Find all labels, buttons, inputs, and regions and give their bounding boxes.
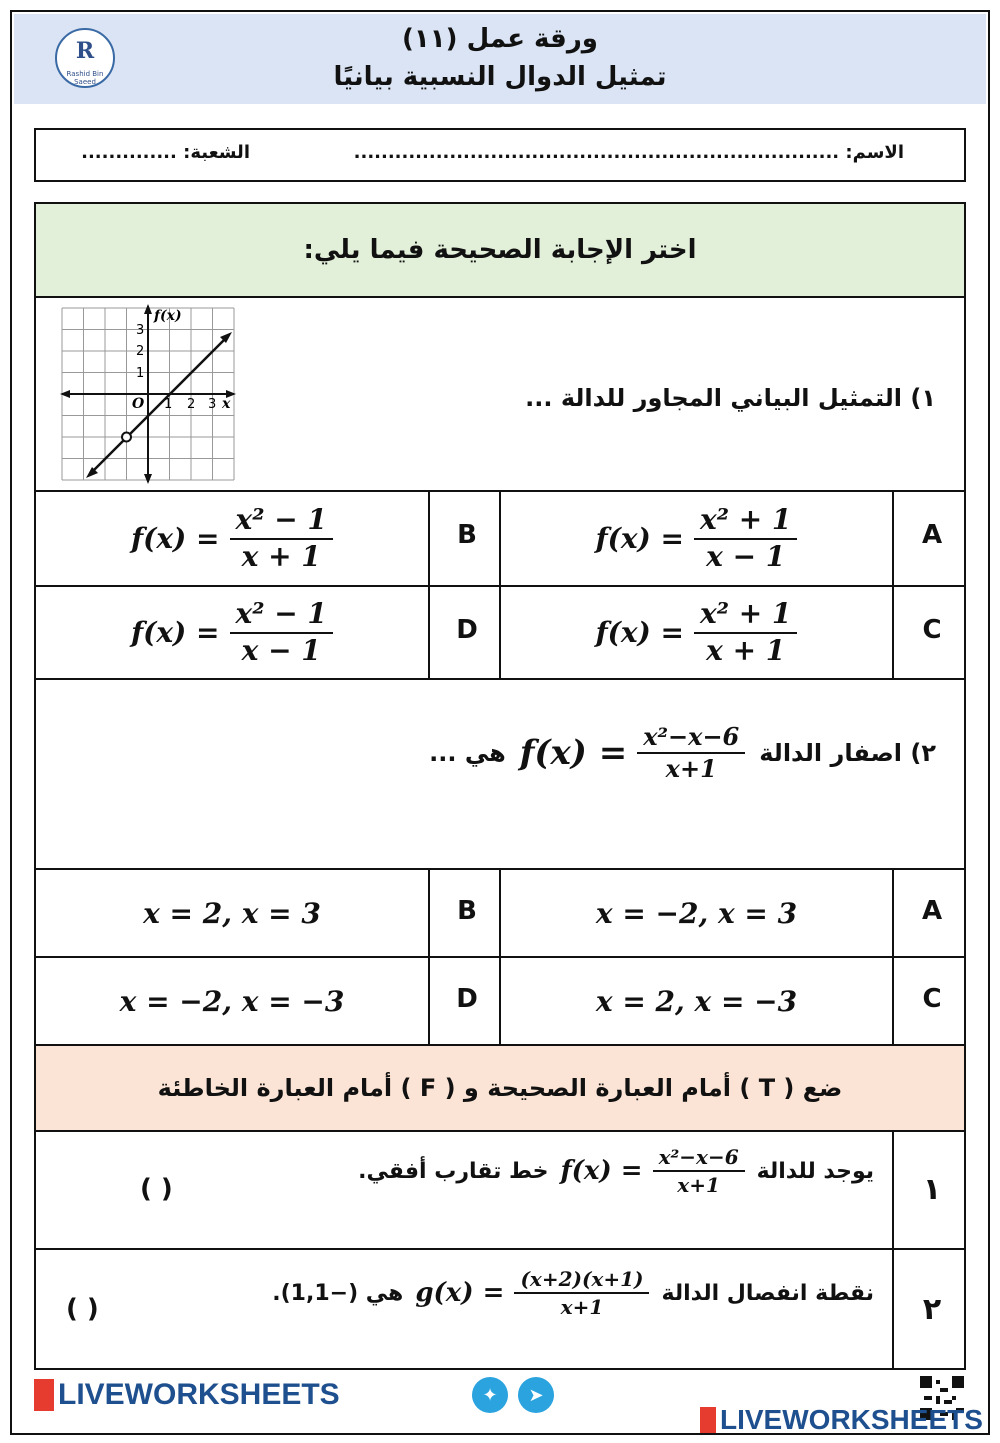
section1-title: اختر الإجابة الصحيحة فيما يلي:	[36, 204, 964, 296]
graph-y-label: f(x)	[154, 308, 182, 324]
tf-1-statement: يوجد للدالة f(x) = $\frac{\text{x²−x−6}}{x+1}$ خط تقارب أفقي.	[358, 1145, 874, 1197]
name-field[interactable]: الاسم: .......................................................................	[353, 142, 904, 163]
q2-option-c-letter[interactable]: C	[922, 984, 942, 1014]
tf-2-answer-blank[interactable]: ( )	[66, 1294, 99, 1324]
q2-option-d[interactable]: x = −2, x = −3	[119, 984, 345, 1018]
q1-option-d[interactable]: f(x) = $\frac{\text{x² − 1}}{x - 1}$	[36, 587, 428, 678]
divider	[36, 1248, 964, 1250]
divider	[36, 678, 964, 680]
worksheet-title: تمثيل الدوال النسبية بيانيًا	[333, 62, 667, 92]
q2-option-c[interactable]: x = 2, x = −3	[595, 984, 798, 1018]
twitter-icon[interactable]: ✦	[472, 1377, 508, 1413]
telegram-icon[interactable]: ➤	[518, 1377, 554, 1413]
graph-y-tick-3: 3	[136, 323, 145, 338]
questions-table	[34, 202, 966, 1370]
q1-option-b[interactable]: f(x) = $\frac{\text{x² − 1}}{x + 1}$	[36, 492, 428, 585]
graph-y-tick-1: 1	[136, 366, 145, 381]
school-logo	[55, 28, 115, 88]
q1-option-b-letter[interactable]: B	[457, 520, 477, 550]
q2-option-d-letter[interactable]: D	[456, 984, 478, 1014]
q1-option-d-letter[interactable]: D	[456, 615, 478, 645]
worksheet-number: ورقة عمل (١١)	[402, 24, 598, 54]
q2-option-a-letter[interactable]: A	[921, 896, 943, 926]
q2-text-before: ٢) اصفار الدالة	[759, 739, 936, 768]
graph-x-tick-1: 1	[164, 397, 173, 412]
divider	[36, 1130, 964, 1132]
logo-caption: Rashid Bin Saeed	[66, 70, 104, 86]
q1-option-a-letter[interactable]: A	[921, 520, 943, 550]
section2-title: ضع ( T ) أمام العبارة الصحيحة و ( F ) أمام العبارة الخاطئة	[36, 1046, 964, 1130]
q2-option-a[interactable]: x = −2, x = 3	[595, 896, 798, 930]
logo-letter: R	[75, 38, 95, 64]
tf-1-answer-blank[interactable]: ( )	[140, 1174, 173, 1204]
header-banner	[14, 14, 986, 104]
q1-option-c-letter[interactable]: C	[922, 615, 942, 645]
graph-y-tick-2: 2	[136, 344, 145, 359]
liveworksheets-logo-right[interactable]: LIVEWORKSHEETS	[700, 1404, 983, 1436]
tf-1-number: ١	[922, 1172, 942, 1207]
tf-2-statement: نقطة انفصال الدالة g(x) = $\frac{(x+2)(x+1)}{x+1}$ هي (−1,1).	[272, 1267, 874, 1319]
graph-x-label: x	[222, 396, 231, 412]
q2-option-b-letter[interactable]: B	[457, 896, 477, 926]
graph-axes	[62, 306, 234, 482]
graph-x-tick-2: 2	[187, 397, 196, 412]
liveworksheets-icon	[34, 1379, 54, 1411]
q2-text-after: هي ...	[429, 739, 506, 768]
q1-option-a[interactable]: f(x) = $\frac{\text{x² + 1}}{x - 1}$	[501, 492, 892, 585]
student-info-box	[34, 128, 966, 182]
q2-function: f(x) = $\frac{\text{x²−x−6}}{x+1}$	[520, 724, 745, 783]
liveworksheets-icon	[700, 1407, 716, 1433]
tf-2-number: ٢	[922, 1292, 942, 1327]
section-field[interactable]: الشعبة: ..............	[81, 142, 250, 163]
graph-x-tick-3: 3	[208, 397, 217, 412]
q1-graph	[60, 304, 238, 484]
divider	[36, 296, 964, 298]
q1-option-c[interactable]: f(x) = $\frac{\text{x² + 1}}{x + 1}$	[501, 587, 892, 678]
liveworksheets-logo-left[interactable]: LIVEWORKSHEETS	[34, 1378, 340, 1412]
open-circle-hole	[122, 433, 131, 442]
graph-origin-label: O	[132, 396, 145, 412]
q2-statement	[429, 724, 936, 783]
q2-option-b[interactable]: x = 2, x = 3	[143, 896, 321, 930]
q1-text: ١) التمثيل البياني المجاور للدالة ...	[525, 384, 936, 412]
